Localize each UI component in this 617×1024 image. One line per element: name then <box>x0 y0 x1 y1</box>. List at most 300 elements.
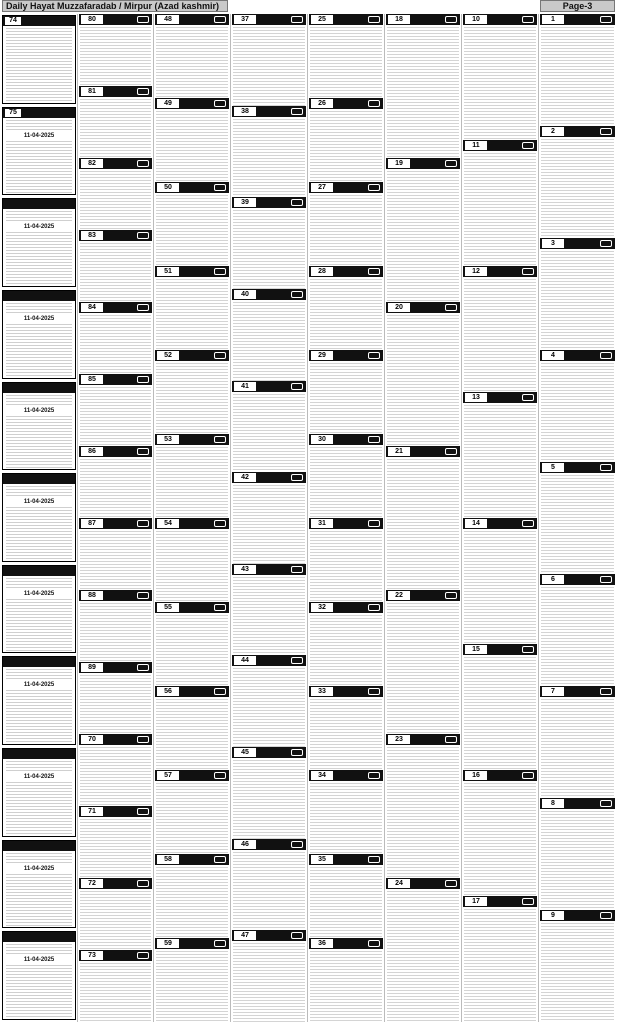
classified-ad <box>539 798 616 910</box>
classified-ad <box>78 230 153 302</box>
ad-body-text <box>464 153 536 266</box>
legal-notice <box>2 290 76 379</box>
ad-body-text <box>80 387 151 446</box>
newspaper-logo-icon <box>137 88 149 95</box>
notice-text <box>6 28 72 103</box>
newspaper-logo-icon <box>368 604 380 611</box>
ad-body-text <box>541 27 614 126</box>
newspaper-logo-icon <box>291 657 303 664</box>
ad-body-text <box>310 615 382 686</box>
ad-body-text <box>80 531 151 590</box>
ad-header-bar <box>79 590 152 601</box>
ad-number: 38 <box>234 107 256 116</box>
ad-header-bar <box>155 686 229 697</box>
masthead <box>0 0 617 12</box>
legal-notice <box>2 656 76 745</box>
classified-ad <box>462 896 538 1022</box>
ad-header-bar <box>309 266 383 277</box>
ad-body-text <box>156 111 228 182</box>
ad-body-text <box>387 171 459 302</box>
ad-number: 11 <box>465 141 487 150</box>
ad-body-text <box>310 951 382 1022</box>
ad-number: 2 <box>542 127 564 136</box>
ad-header-bar <box>155 350 229 361</box>
ad-body-text <box>464 783 536 896</box>
ad-body-text <box>310 783 382 854</box>
ad-number: 49 <box>157 99 179 108</box>
classified-ad <box>231 289 307 381</box>
newspaper-logo-icon <box>291 474 303 481</box>
newspaper-logo-icon <box>368 436 380 443</box>
classified-ad <box>231 839 307 931</box>
ad-header-bar <box>386 878 460 889</box>
ad-number: 88 <box>81 591 103 600</box>
classified-ad <box>385 158 461 302</box>
ad-body-text <box>310 195 382 266</box>
ad-number: 89 <box>81 663 103 672</box>
ad-number: 19 <box>388 159 410 168</box>
ad-body-text <box>80 603 151 662</box>
classified-ad <box>308 770 384 854</box>
newspaper-logo-icon <box>137 16 149 23</box>
classified-ad <box>154 350 230 434</box>
ad-body-text <box>541 251 614 350</box>
classified-ad <box>154 938 230 1022</box>
ad-header-bar <box>155 938 229 949</box>
newspaper-logo-icon <box>291 16 303 23</box>
ad-body-text <box>233 852 305 931</box>
ad-body-text <box>233 760 305 839</box>
classified-ad <box>78 950 153 1022</box>
ad-number: 53 <box>157 435 179 444</box>
notice-date: 11-04-2025 <box>3 681 75 689</box>
classified-ad <box>231 655 307 747</box>
ad-header-bar <box>309 938 383 949</box>
classified-ad <box>78 86 153 158</box>
notice-date: 11-04-2025 <box>3 223 75 231</box>
ad-number: 25 <box>311 15 333 24</box>
ad-number: 73 <box>81 951 103 960</box>
ad-header-bar <box>309 686 383 697</box>
ad-number: 43 <box>234 565 256 574</box>
notice-date: 11-04-2025 <box>3 498 75 506</box>
ad-number: 86 <box>81 447 103 456</box>
ad-header-bar <box>463 14 537 25</box>
notice-header-bar <box>3 291 75 301</box>
ad-body-text <box>233 485 305 564</box>
ad-header-bar <box>232 655 306 666</box>
newspaper-logo-icon <box>291 108 303 115</box>
ad-body-text <box>464 909 536 1022</box>
newspaper-logo-icon <box>137 160 149 167</box>
ad-number: 17 <box>465 897 487 906</box>
classified-ad <box>462 266 538 392</box>
ad-header-bar <box>463 518 537 529</box>
ad-body-text <box>80 747 151 806</box>
ad-body-text <box>387 747 459 878</box>
classified-ad <box>308 854 384 938</box>
page-number: Page-3 <box>540 0 615 12</box>
classified-ad <box>231 472 307 564</box>
ad-number: 35 <box>311 855 333 864</box>
newspaper-logo-icon <box>137 376 149 383</box>
notice-date: 11-04-2025 <box>3 590 75 598</box>
ad-header-bar <box>79 878 152 889</box>
notice-header-bar <box>3 199 75 209</box>
ad-body-text <box>156 279 228 350</box>
column-ads-37 <box>231 14 308 1022</box>
notice-date: 11-04-2025 <box>3 773 75 781</box>
ad-body-text <box>80 675 151 734</box>
ad-body-text <box>80 819 151 878</box>
newspaper-logo-icon <box>214 604 226 611</box>
ad-header-bar <box>540 910 615 921</box>
newspaper-logo-icon <box>291 291 303 298</box>
classified-ad <box>154 602 230 686</box>
classified-ad <box>154 266 230 350</box>
ad-body-text <box>156 867 228 938</box>
newspaper-logo-icon <box>522 646 534 653</box>
ad-header-bar <box>232 564 306 575</box>
classified-ad <box>385 302 461 446</box>
ad-body-text <box>80 171 151 230</box>
ad-number: 30 <box>311 435 333 444</box>
notice-header-bar <box>3 474 75 484</box>
classified-ad <box>539 574 616 686</box>
ad-header-bar <box>309 98 383 109</box>
classified-ad <box>154 14 230 98</box>
classified-ad <box>462 14 538 140</box>
ad-body-text <box>387 27 459 158</box>
newspaper-logo-icon <box>291 841 303 848</box>
classified-ad <box>231 930 307 1022</box>
ad-header-bar <box>463 896 537 907</box>
classified-ad <box>154 434 230 518</box>
column-ads-1 <box>539 14 616 1022</box>
legal-notice <box>2 15 76 104</box>
ad-number: 72 <box>81 879 103 888</box>
ad-body-text <box>387 459 459 590</box>
newspaper-logo-icon <box>445 736 457 743</box>
classified-ad <box>539 686 616 798</box>
newspaper-logo-icon <box>214 772 226 779</box>
classified-ad <box>78 14 153 86</box>
classified-ad <box>78 446 153 518</box>
classified-ad <box>231 564 307 656</box>
ad-header-bar <box>386 14 460 25</box>
ad-header-bar <box>155 602 229 613</box>
ad-header-bar <box>79 662 152 673</box>
ad-body-text <box>233 668 305 747</box>
ad-header-bar <box>79 374 152 385</box>
ad-number: 80 <box>81 15 103 24</box>
newspaper-logo-icon <box>291 932 303 939</box>
ad-header-bar <box>386 158 460 169</box>
newspaper-logo-icon <box>445 304 457 311</box>
ad-body-text <box>310 27 382 98</box>
column-ads-10 <box>462 14 539 1022</box>
classified-ad <box>308 266 384 350</box>
newspaper-logo-icon <box>291 199 303 206</box>
ad-number: 13 <box>465 393 487 402</box>
ad-body-text <box>233 119 305 198</box>
column-ads-25 <box>308 14 385 1022</box>
ad-header-bar <box>309 854 383 865</box>
legal-notice <box>2 748 76 837</box>
legal-notice <box>2 565 76 654</box>
column-ads-80 <box>78 14 154 1022</box>
ad-body-text <box>80 27 151 86</box>
newspaper-logo-icon <box>368 856 380 863</box>
ad-number: 34 <box>311 771 333 780</box>
newspaper-logo-icon <box>522 394 534 401</box>
classified-ad <box>78 734 153 806</box>
ad-header-bar <box>155 98 229 109</box>
ad-number: 24 <box>388 879 410 888</box>
ad-body-text <box>310 279 382 350</box>
ad-number: 32 <box>311 603 333 612</box>
ad-header-bar <box>540 798 615 809</box>
classified-ad <box>78 590 153 662</box>
ad-header-bar <box>79 446 152 457</box>
ad-body-text <box>310 531 382 602</box>
ad-body-text <box>156 363 228 434</box>
classified-ad <box>462 644 538 770</box>
legal-notice <box>2 473 76 562</box>
column-ads-18 <box>385 14 462 1022</box>
classified-ad <box>385 734 461 878</box>
newspaper-logo-icon <box>522 520 534 527</box>
ad-header-bar <box>309 770 383 781</box>
ad-number: 87 <box>81 519 103 528</box>
ad-body-text <box>387 603 459 734</box>
classified-ad <box>462 392 538 518</box>
notice-header-bar <box>3 932 75 942</box>
ad-body-text <box>233 302 305 381</box>
notice-header-bar <box>3 383 75 393</box>
ad-body-text <box>233 394 305 473</box>
ad-number: 4 <box>542 351 564 360</box>
ad-number: 6 <box>542 575 564 584</box>
classified-ad <box>308 350 384 434</box>
ad-body-text <box>156 951 228 1022</box>
classified-ad <box>78 518 153 590</box>
ad-number: 33 <box>311 687 333 696</box>
ad-number: 36 <box>311 939 333 948</box>
classified-ad <box>78 806 153 878</box>
ad-number: 84 <box>81 303 103 312</box>
classified-ad <box>462 518 538 644</box>
ad-number: 40 <box>234 290 256 299</box>
ad-body-text <box>156 615 228 686</box>
newspaper-logo-icon <box>445 160 457 167</box>
ad-body-text <box>541 475 614 574</box>
newspaper-logo-icon <box>368 688 380 695</box>
classified-ad <box>78 662 153 734</box>
newspaper-logo-icon <box>368 772 380 779</box>
newspaper-logo-icon <box>445 16 457 23</box>
classified-ad <box>308 686 384 770</box>
newspaper-logo-icon <box>445 592 457 599</box>
classified-ad <box>154 182 230 266</box>
notice-header-bar <box>3 749 75 759</box>
classified-columns <box>1 14 616 1022</box>
ad-body-text <box>310 867 382 938</box>
ad-number: 82 <box>81 159 103 168</box>
ad-number: 56 <box>157 687 179 696</box>
notice-header-bar <box>3 657 75 667</box>
ad-number: 10 <box>465 15 487 24</box>
ad-header-bar <box>540 350 615 361</box>
ad-body-text <box>156 195 228 266</box>
classified-ad <box>539 238 616 350</box>
newspaper-logo-icon <box>445 448 457 455</box>
ad-header-bar <box>232 14 306 25</box>
newspaper-logo-icon <box>214 184 226 191</box>
legal-notice <box>2 840 76 929</box>
ad-header-bar <box>79 302 152 313</box>
newspaper-logo-icon <box>214 940 226 947</box>
ad-body-text <box>233 27 305 106</box>
ad-body-text <box>464 27 536 140</box>
ad-body-text <box>233 577 305 656</box>
newspaper-logo-icon <box>368 16 380 23</box>
newspaper-logo-icon <box>291 383 303 390</box>
column-notices <box>1 14 78 1022</box>
ad-header-bar <box>79 230 152 241</box>
ad-body-text <box>80 243 151 302</box>
newspaper-title: Daily Hayat Muzzafaradab / Mirpur (Azad kashmir) <box>2 0 228 12</box>
ad-header-bar <box>540 686 615 697</box>
ad-header-bar <box>540 14 615 25</box>
newspaper-logo-icon <box>522 268 534 275</box>
ad-header-bar <box>463 644 537 655</box>
ad-body-text <box>80 963 151 1022</box>
newspaper-logo-icon <box>600 576 612 583</box>
ad-header-bar <box>232 289 306 300</box>
ad-number: 55 <box>157 603 179 612</box>
classified-ad <box>462 770 538 896</box>
ad-number: 44 <box>234 656 256 665</box>
ad-body-text <box>80 99 151 158</box>
newspaper-logo-icon <box>291 749 303 756</box>
notice-header-bar <box>3 566 75 576</box>
ad-body-text <box>541 587 614 686</box>
newspaper-logo-icon <box>214 856 226 863</box>
ad-number: 28 <box>311 267 333 276</box>
newspaper-logo-icon <box>522 16 534 23</box>
newspaper-logo-icon <box>137 880 149 887</box>
ad-number: 7 <box>542 687 564 696</box>
ad-number: 18 <box>388 15 410 24</box>
newspaper-logo-icon <box>137 304 149 311</box>
ad-header-bar <box>309 518 383 529</box>
classified-ad <box>154 854 230 938</box>
ad-header-bar <box>232 930 306 941</box>
ad-number: 20 <box>388 303 410 312</box>
newspaper-logo-icon <box>214 268 226 275</box>
ad-number: 46 <box>234 840 256 849</box>
notice-date: 11-04-2025 <box>3 407 75 415</box>
ad-number: 1 <box>542 15 564 24</box>
newspaper-logo-icon <box>600 240 612 247</box>
classified-ad <box>78 158 153 230</box>
ad-number: 3 <box>542 239 564 248</box>
newspaper-logo-icon <box>445 880 457 887</box>
classified-ad <box>154 770 230 854</box>
classified-ad <box>308 938 384 1022</box>
ad-header-bar <box>232 106 306 117</box>
ad-body-text <box>387 315 459 446</box>
ad-body-text <box>233 943 305 1022</box>
newspaper-logo-icon <box>214 16 226 23</box>
ad-header-bar <box>386 302 460 313</box>
ad-number: 50 <box>157 183 179 192</box>
ad-header-bar <box>463 140 537 151</box>
ad-header-bar <box>155 518 229 529</box>
classified-ad <box>385 590 461 734</box>
newspaper-logo-icon <box>137 808 149 815</box>
newspaper-logo-icon <box>600 688 612 695</box>
ad-body-text <box>310 699 382 770</box>
notice-date: 11-04-2025 <box>3 865 75 873</box>
ad-header-bar <box>386 734 460 745</box>
classified-ad <box>231 747 307 839</box>
ad-number: 71 <box>81 807 103 816</box>
classified-ad <box>154 98 230 182</box>
ad-header-bar <box>155 770 229 781</box>
ad-body-text <box>464 405 536 518</box>
ad-header-bar <box>155 182 229 193</box>
notice-number: 74 <box>5 17 21 25</box>
ad-header-bar <box>79 806 152 817</box>
ad-body-text <box>541 923 614 1022</box>
ad-body-text <box>156 447 228 518</box>
classified-ad <box>462 140 538 266</box>
ad-number: 16 <box>465 771 487 780</box>
notice-number: 75 <box>5 109 21 117</box>
ad-body-text <box>80 459 151 518</box>
ad-header-bar <box>309 14 383 25</box>
ad-number: 58 <box>157 855 179 864</box>
ad-header-bar <box>79 14 152 25</box>
classified-ad <box>308 98 384 182</box>
classified-ad <box>385 878 461 1022</box>
ad-header-bar <box>463 266 537 277</box>
newspaper-logo-icon <box>137 736 149 743</box>
newspaper-logo-icon <box>600 128 612 135</box>
ad-header-bar <box>155 854 229 865</box>
ad-number: 15 <box>465 645 487 654</box>
ad-header-bar <box>309 434 383 445</box>
newspaper-logo-icon <box>600 800 612 807</box>
ad-number: 14 <box>465 519 487 528</box>
ad-header-bar <box>79 518 152 529</box>
legal-notice <box>2 107 76 196</box>
ad-body-text <box>80 315 151 374</box>
ad-number: 47 <box>234 931 256 940</box>
ad-header-bar <box>232 839 306 850</box>
classified-ad <box>231 381 307 473</box>
newspaper-logo-icon <box>368 268 380 275</box>
classified-ad <box>539 350 616 462</box>
ad-number: 57 <box>157 771 179 780</box>
ad-header-bar <box>155 434 229 445</box>
classified-ad <box>308 182 384 266</box>
ad-header-bar <box>232 197 306 208</box>
ad-body-text <box>310 447 382 518</box>
ad-header-bar <box>155 266 229 277</box>
